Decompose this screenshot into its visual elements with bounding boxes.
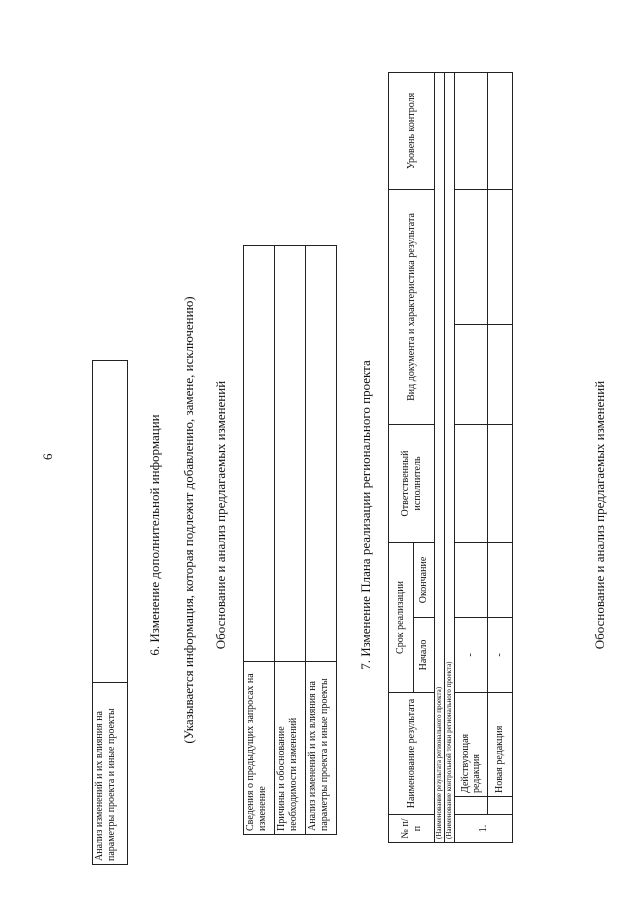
top-table-fragment (92, 360, 128, 865)
section6-row (306, 246, 337, 835)
note-result: (Наименование результата регионального проекта) (435, 72, 445, 842)
current-label-cell (455, 693, 488, 797)
new-control-cell (488, 72, 513, 189)
current-responsible-cell (455, 425, 488, 543)
section7-justification-title: Обоснование и анализ предлагаемых изменений (592, 380, 607, 650)
section6-row (275, 246, 306, 835)
header-end: Окончание (414, 543, 435, 618)
section6-label-cell (306, 662, 337, 835)
section6-value-cell (275, 246, 306, 662)
header-responsible: Ответственный исполнитель (389, 425, 435, 543)
header-doc-type: Вид документа и характеристика результата (389, 189, 435, 424)
new-start-cell (488, 618, 513, 693)
row-number: 1. (477, 824, 489, 833)
new-label-cell (488, 693, 513, 797)
page-number: 6 (40, 453, 55, 460)
new-responsible-cell (488, 425, 513, 543)
current-doc-cell-b (455, 189, 488, 324)
header-num: № п/п (389, 815, 435, 843)
section6-title: 6. Изменение дополнительной информации (147, 414, 162, 656)
note-checkpoint: (Наименование контрольной точки регионального проекта) (445, 72, 455, 842)
section6-value-cell (244, 246, 275, 662)
header-control: Уровень контроля (389, 72, 435, 189)
section6-label-cell (275, 662, 306, 835)
new-label: Новая редакция (494, 725, 506, 793)
new-doc-cell-a (488, 325, 513, 425)
section7-table (388, 72, 513, 843)
current-start-cell (455, 618, 488, 693)
row-spacer-cell (455, 797, 488, 815)
table-row-new (488, 72, 513, 842)
section7-title: 7. Изменение Плана реализации регионального проекта (358, 360, 373, 670)
top-table-label-cell (93, 683, 128, 865)
section6-table (243, 245, 337, 835)
section6-row (244, 246, 275, 835)
section6-row-label: Анализ изменений и их влияния на параметры проекта и иные проекты (307, 678, 330, 831)
section6-justification-title: Обоснование и анализ предлагаемых изменений (213, 380, 228, 650)
current-label: Действующая редакция (459, 733, 482, 793)
new-doc-cell-b (488, 189, 513, 324)
section6-row-label: Сведения о предыдущих запросах на изменение (245, 673, 268, 831)
section6-value-cell (306, 246, 337, 662)
current-end-cell (455, 543, 488, 618)
current-control-cell (455, 72, 488, 189)
row-spacer-cell (488, 797, 513, 815)
table-row-current (455, 72, 488, 842)
top-table-value-cell (93, 361, 128, 683)
row-number-cell (455, 815, 513, 843)
top-table-label: Анализ изменений и их влияния на параметры проекта и иные проекты (94, 708, 117, 861)
section6-subtitle: (Указывается информация, которая подлежит добавлению, замене, исключению) (181, 296, 196, 744)
section6-row-label: Причины и обоснование необходимости изменений (276, 717, 299, 831)
header-start: Начало (414, 618, 435, 693)
section6-label-cell (244, 662, 275, 835)
header-name: Наименование результата (389, 693, 435, 815)
new-start: - (494, 653, 506, 657)
new-end-cell (488, 543, 513, 618)
current-doc-cell-a (455, 325, 488, 425)
current-start: - (465, 653, 477, 657)
header-period: Срок реализации (389, 543, 414, 693)
